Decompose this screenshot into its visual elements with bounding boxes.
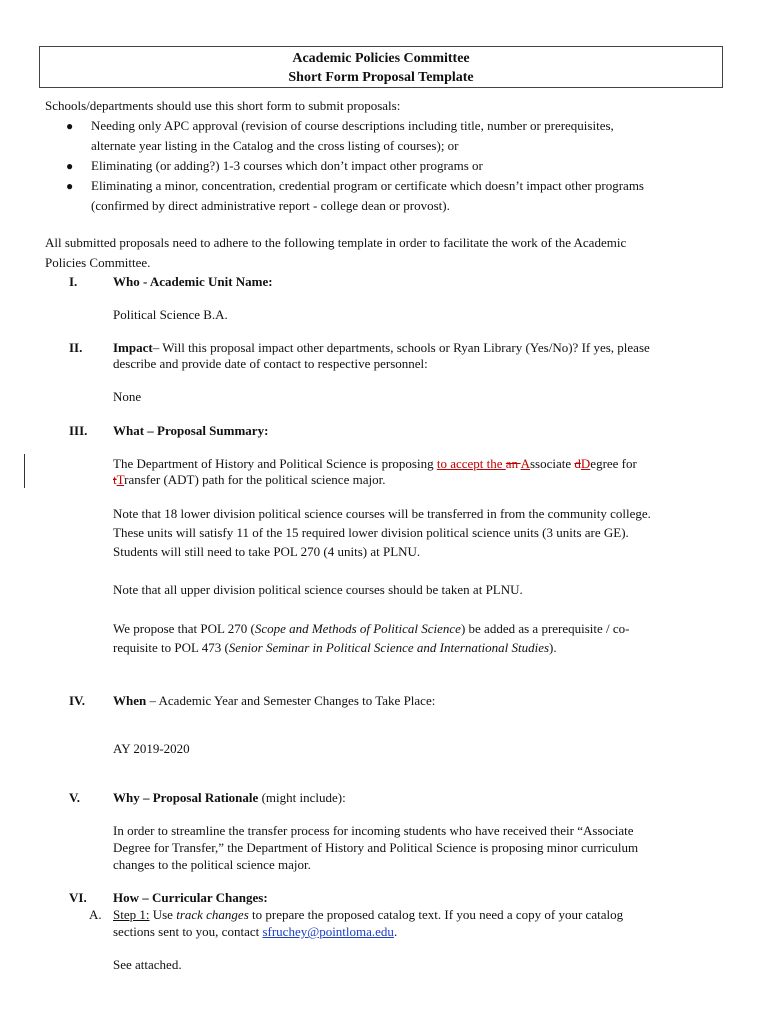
item-letter: A.	[89, 907, 102, 922]
proposal-text: requisite to POL 473 (	[113, 640, 229, 655]
summary-text: ssociate	[530, 456, 575, 471]
rationale-line3: changes to the political science major.	[113, 857, 311, 872]
tracked-insertion: T	[116, 472, 125, 487]
bullet-dot: ●	[66, 179, 74, 193]
tracked-deletion: d	[574, 456, 581, 471]
section-4-answer: AY 2019-2020	[113, 741, 190, 756]
tracked-insertion: to accept the	[436, 456, 506, 471]
section-1-heading: Who - Academic Unit Name:	[113, 274, 273, 289]
proposal-text: ).	[549, 640, 557, 655]
tracked-change-bar	[24, 454, 25, 488]
bullet-3-line2: (confirmed by direct administrative report - college dean or provost).	[91, 198, 450, 213]
section-3-heading: What – Proposal Summary:	[113, 423, 269, 438]
bullet-1-line2: alternate year listing in the Catalog and the cross listing of courses); or	[91, 138, 459, 153]
section-2-answer: None	[113, 389, 142, 404]
see-attached: See attached.	[113, 957, 182, 972]
course-title: Scope and Methods of Political Science	[254, 621, 461, 636]
committee-title: Academic Policies Committee	[292, 51, 470, 66]
proposal-line2	[113, 639, 557, 657]
step-emphasis: track changes	[176, 907, 249, 922]
contact-email-link[interactable]: sfruchey@pointloma.edu	[262, 924, 394, 939]
step-text: Use	[149, 907, 177, 922]
section-2-text: – Will this proposal impact other departments, schools or Ryan Library (Yes/No)? If yes, please	[152, 340, 650, 355]
section-4-heading: When	[113, 693, 147, 708]
summary-text: egree for	[590, 456, 637, 471]
section-6-heading: How – Curricular Changes:	[113, 890, 268, 905]
step-label: Step 1:	[113, 907, 150, 922]
tracked-insertion: A	[520, 456, 530, 471]
section-2-line2: describe and provide date of contact to respective personnel:	[113, 356, 428, 371]
step-1-line1	[113, 906, 623, 924]
tracked-deletion: t	[113, 472, 117, 487]
summary-text: The Department of History and Political Science is proposing	[113, 456, 437, 471]
section-5-line	[113, 789, 346, 807]
section-4-numeral: IV.	[69, 693, 86, 708]
step-text: sections sent to you, contact	[113, 924, 263, 939]
section-5-heading: Why – Proposal Rationale	[113, 790, 259, 805]
intro-paragraph-line1: All submitted proposals need to adhere to the following template in order to facilitate the work of the Academic	[45, 235, 627, 250]
note-2: Note that all upper division political science courses should be taken at PLNU.	[113, 582, 523, 597]
proposal-text: We propose that POL 270 (	[113, 621, 255, 636]
course-title: Senior Seminar in Political Science and International Studies	[228, 640, 550, 655]
intro-paragraph-line2: Policies Committee.	[45, 255, 151, 270]
bullet-3-line1: Eliminating a minor, concentration, credential program or certificate which doesn’t impact other programs	[91, 178, 644, 193]
section-6-numeral: VI.	[69, 890, 87, 905]
bullet-1-line1: Needing only APC approval (revision of course descriptions including title, number or prerequisites,	[91, 118, 614, 133]
step-1-line2	[113, 923, 397, 941]
section-1-numeral: I.	[69, 274, 78, 289]
proposal-text: ) be added as a prerequisite / co-	[460, 621, 630, 636]
step-text: to prepare the proposed catalog text. If you need a copy of your catalog	[248, 907, 624, 922]
tracked-deletion: an	[505, 456, 521, 471]
section-2-numeral: II.	[69, 340, 83, 355]
intro-lead: Schools/departments should use this short form to submit proposals:	[45, 98, 401, 113]
note-1-line2: These units will satisfy 11 of the 15 required lower division political science units (3 units are GE).	[113, 525, 629, 540]
section-3-numeral: III.	[69, 423, 88, 438]
bullet-2-line1: Eliminating (or adding?) 1-3 courses which don’t impact other programs or	[91, 158, 483, 173]
summary-line2	[113, 471, 385, 489]
form-title: Short Form Proposal Template	[288, 70, 474, 85]
step-text: .	[393, 924, 398, 939]
bullet-dot: ●	[66, 159, 74, 173]
rationale-line1: In order to streamline the transfer process for incoming students who have received their “Associate	[113, 823, 634, 838]
summary-text: ransfer (ADT) path for the political science major.	[124, 472, 386, 487]
section-4-line	[113, 692, 435, 710]
note-1-line3: Students will still need to take POL 270 (4 units) at PLNU.	[113, 544, 421, 559]
bullet-dot: ●	[66, 119, 74, 133]
note-1-line1: Note that 18 lower division political science courses will be transferred in from the community college.	[113, 506, 651, 521]
section-5-numeral: V.	[69, 790, 80, 805]
title-box	[39, 46, 723, 88]
proposal-line1	[113, 620, 630, 638]
section-4-text: – Academic Year and Semester Changes to Take Place:	[146, 693, 436, 708]
tracked-insertion: D	[580, 456, 591, 471]
rationale-line2: Degree for Transfer,” the Department of History and Political Science is proposing minor curriculum	[113, 840, 639, 855]
section-2-heading: Impact	[113, 340, 153, 355]
section-5-text: (might include):	[258, 790, 346, 805]
section-1-answer: Political Science B.A.	[113, 307, 228, 322]
